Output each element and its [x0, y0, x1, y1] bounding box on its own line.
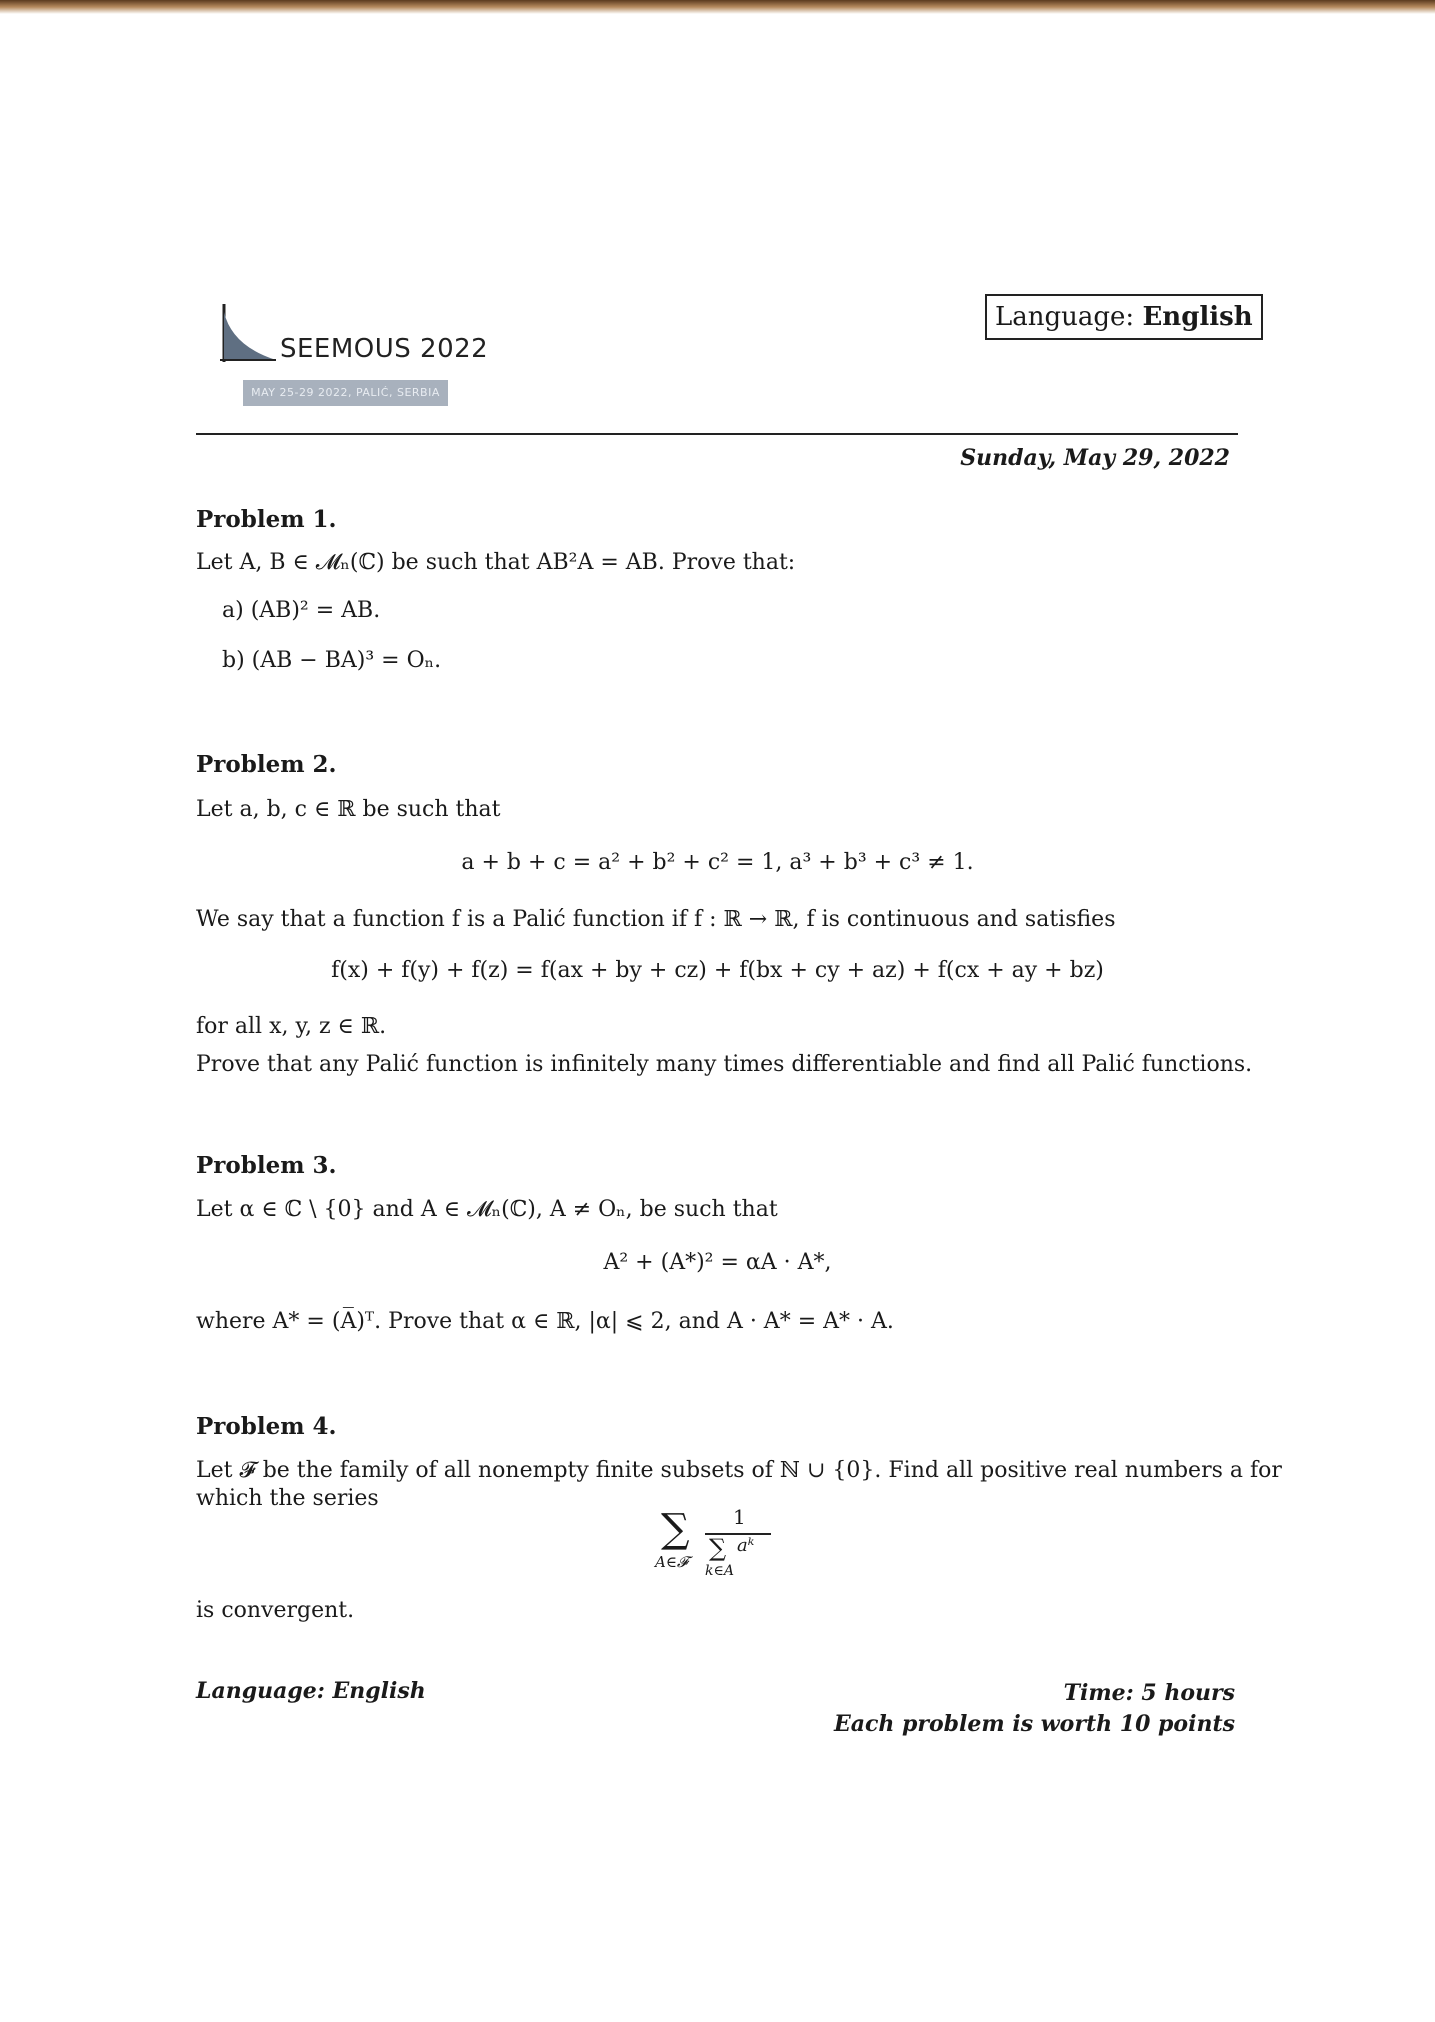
footer-time: Time: 5 hours: [1063, 1680, 1235, 1706]
series-numerator: 1: [733, 1505, 746, 1529]
problem-3-statement: Let α ∈ ℂ \ {0} and A ∈ 𝓜ₙ(ℂ), A ≠ Oₙ, be such that: [196, 1197, 778, 1222]
problem-1-item-b: b) (AB − BA)³ = Oₙ.: [222, 648, 442, 673]
problem-1-statement: Let A, B ∈ 𝓜ₙ(ℂ) be such that AB²A = AB. Prove that:: [196, 550, 796, 575]
problem-4-title: Problem 4.: [196, 1413, 337, 1440]
problem-4-statement-line-1: Let 𝓕 be the family of all nonempty finite subsets of ℕ ∪ {0}. Find all positive real numbers a for: [196, 1458, 1282, 1483]
problem-2-task: Prove that any Palić function is infinitely many times differentiable and find all Palić functions.: [196, 1052, 1253, 1077]
header-rule: [196, 433, 1238, 435]
problem-2-equation-1: a + b + c = a² + b² + c² = 1, a³ + b³ + c³ ≠ 1.: [461, 850, 974, 875]
problem-4-conclusion: is convergent.: [196, 1598, 355, 1623]
exam-date: Sunday, May 29, 2022: [960, 445, 1230, 471]
competition-name: SEEMOUS 2022: [280, 334, 489, 364]
logo-subtitle: MAY 25-29 2022, PALIĆ, SERBIA: [243, 380, 448, 406]
outer-sum-index: A∈𝓕: [655, 1553, 689, 1571]
problem-4-series: [655, 1505, 795, 1585]
problem-3-equation: A² + (A*)² = αA · A*,: [603, 1250, 832, 1275]
inner-sum-index: k∈A: [705, 1563, 734, 1579]
page-top-edge: [0, 0, 1435, 14]
footer-points: Each problem is worth 10 points: [833, 1711, 1235, 1737]
problem-2-forall: for all x, y, z ∈ ℝ.: [196, 1014, 387, 1039]
problem-2-definition: We say that a function f is a Palić function if f : ℝ → ℝ, f is continuous and satisfies: [196, 907, 1116, 932]
language-label: Language:: [995, 302, 1135, 332]
problem-2-equation-2: f(x) + f(y) + f(z) = f(ax + by + cz) + f(bx + cy + az) + f(cx + ay + bz): [331, 958, 1104, 983]
problem-1-item-a: a) (AB)² = AB.: [222, 598, 381, 623]
problem-2-statement: Let a, b, c ∈ ℝ be such that: [196, 797, 501, 822]
problem-3-task: where A* = (A̅)ᵀ. Prove that α ∈ ℝ, |α| ⩽ 2, and A · A* = A* · A.: [196, 1309, 894, 1334]
outer-sum-symbol: ∑: [661, 1506, 690, 1552]
problem-3-title: Problem 3.: [196, 1152, 337, 1179]
problem-2-title: Problem 2.: [196, 751, 337, 778]
footer-info: [834, 1678, 1235, 1740]
language-value: English: [1142, 302, 1253, 332]
inner-sum-symbol: ∑: [709, 1534, 727, 1562]
footer-language: Language: English: [196, 1678, 426, 1704]
problem-1-title: Problem 1.: [196, 506, 337, 533]
seemous-logo-icon: [218, 302, 278, 366]
problem-4-statement-line-2: which the series: [196, 1486, 379, 1511]
inner-sum-term: aᵏ: [737, 1535, 755, 1556]
language-box: [985, 294, 1263, 340]
